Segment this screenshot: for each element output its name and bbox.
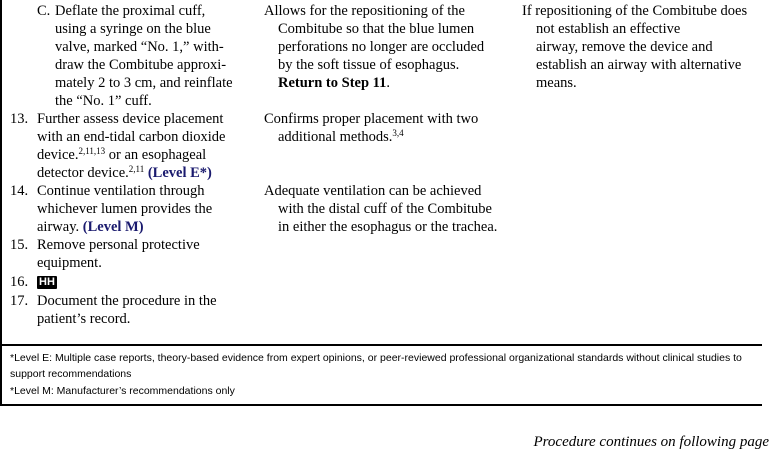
hand-hygiene-icon: HH: [39, 276, 55, 288]
evidence-level: (Level M): [82, 219, 144, 235]
text: airway.: [37, 219, 83, 235]
special-text: not establish an effective: [536, 21, 681, 37]
step-text: Deflate the proximal cuff,: [55, 3, 206, 19]
text: detector device.: [37, 165, 129, 181]
footnote-level-m: *Level M: Manufacturer’s recommendations only: [10, 385, 235, 397]
rationale-text: by the soft tissue of esophagus.: [278, 57, 460, 73]
continuation-note: Procedure continues on following page: [533, 434, 769, 450]
step-marker: C.: [37, 3, 51, 19]
step-text: Document the procedure in the: [37, 293, 217, 309]
step-text: [37, 164, 212, 182]
citation: 3,4: [392, 128, 404, 138]
step-number: 13.: [10, 111, 29, 127]
step-text: [37, 218, 144, 236]
step-text: Continue ventilation through: [37, 183, 205, 199]
step-text: the “No. 1” cuff.: [55, 93, 152, 109]
step-text: whichever lumen provides the: [37, 201, 213, 217]
special-text: establish an airway with alternative: [536, 57, 742, 73]
rationale-text: in either the esophagus or the trachea.: [278, 219, 498, 235]
text: additional methods.: [278, 129, 393, 145]
footnote-level-e-cont: support recommendations: [10, 368, 132, 380]
step-text: Further assess device placement: [37, 111, 224, 127]
step-text: [37, 146, 206, 164]
rationale-text: Combitube so that the blue lumen: [278, 21, 475, 37]
footnote-bottom-rule: [0, 404, 762, 406]
step-number: 16.: [10, 274, 29, 290]
step-text: equipment.: [37, 255, 102, 271]
footnote-level-e: *Level E: Multiple case reports, theory-based evidence from expert opinions, or peer-reviewed professional organizational standards without clinical studies to: [10, 352, 742, 364]
step-text: draw the Combitube approxi-: [55, 57, 227, 73]
rationale-text: perforations no longer are occluded: [278, 39, 485, 55]
footnote-top-rule: [0, 344, 762, 346]
rationale-text: Allows for the repositioning of the: [264, 3, 465, 19]
special-text: If repositioning of the Combitube does: [522, 3, 748, 19]
rationale-text: with the distal cuff of the Combitube: [278, 201, 492, 217]
rationale-text: Adequate ventilation can be achieved: [264, 183, 482, 199]
step-number: 17.: [10, 293, 29, 309]
return-step-reference: Return to Step 11: [278, 75, 387, 91]
citation: 2,11,13: [78, 146, 106, 156]
step-number: 15.: [10, 237, 29, 253]
rationale-text: Confirms proper placement with two: [264, 111, 479, 127]
step-text: using a syringe on the blue: [55, 21, 211, 37]
step-number: 14.: [10, 183, 29, 199]
text: or an esophageal: [105, 147, 207, 163]
step-text: mately 2 to 3 cm, and reinflate: [55, 75, 233, 91]
step-text: valve, marked “No. 1,” with-: [55, 39, 224, 55]
text: device.: [37, 147, 79, 163]
citation: 2,11: [128, 164, 145, 174]
text: .: [386, 75, 390, 91]
special-text: airway, remove the device and: [536, 39, 713, 55]
step-text: with an end-tidal carbon dioxide: [37, 129, 226, 145]
special-text: means.: [536, 75, 577, 91]
step-text: patient’s record.: [37, 311, 131, 327]
step-text: Remove personal protective: [37, 237, 200, 253]
evidence-level: (Level E*): [144, 165, 212, 181]
